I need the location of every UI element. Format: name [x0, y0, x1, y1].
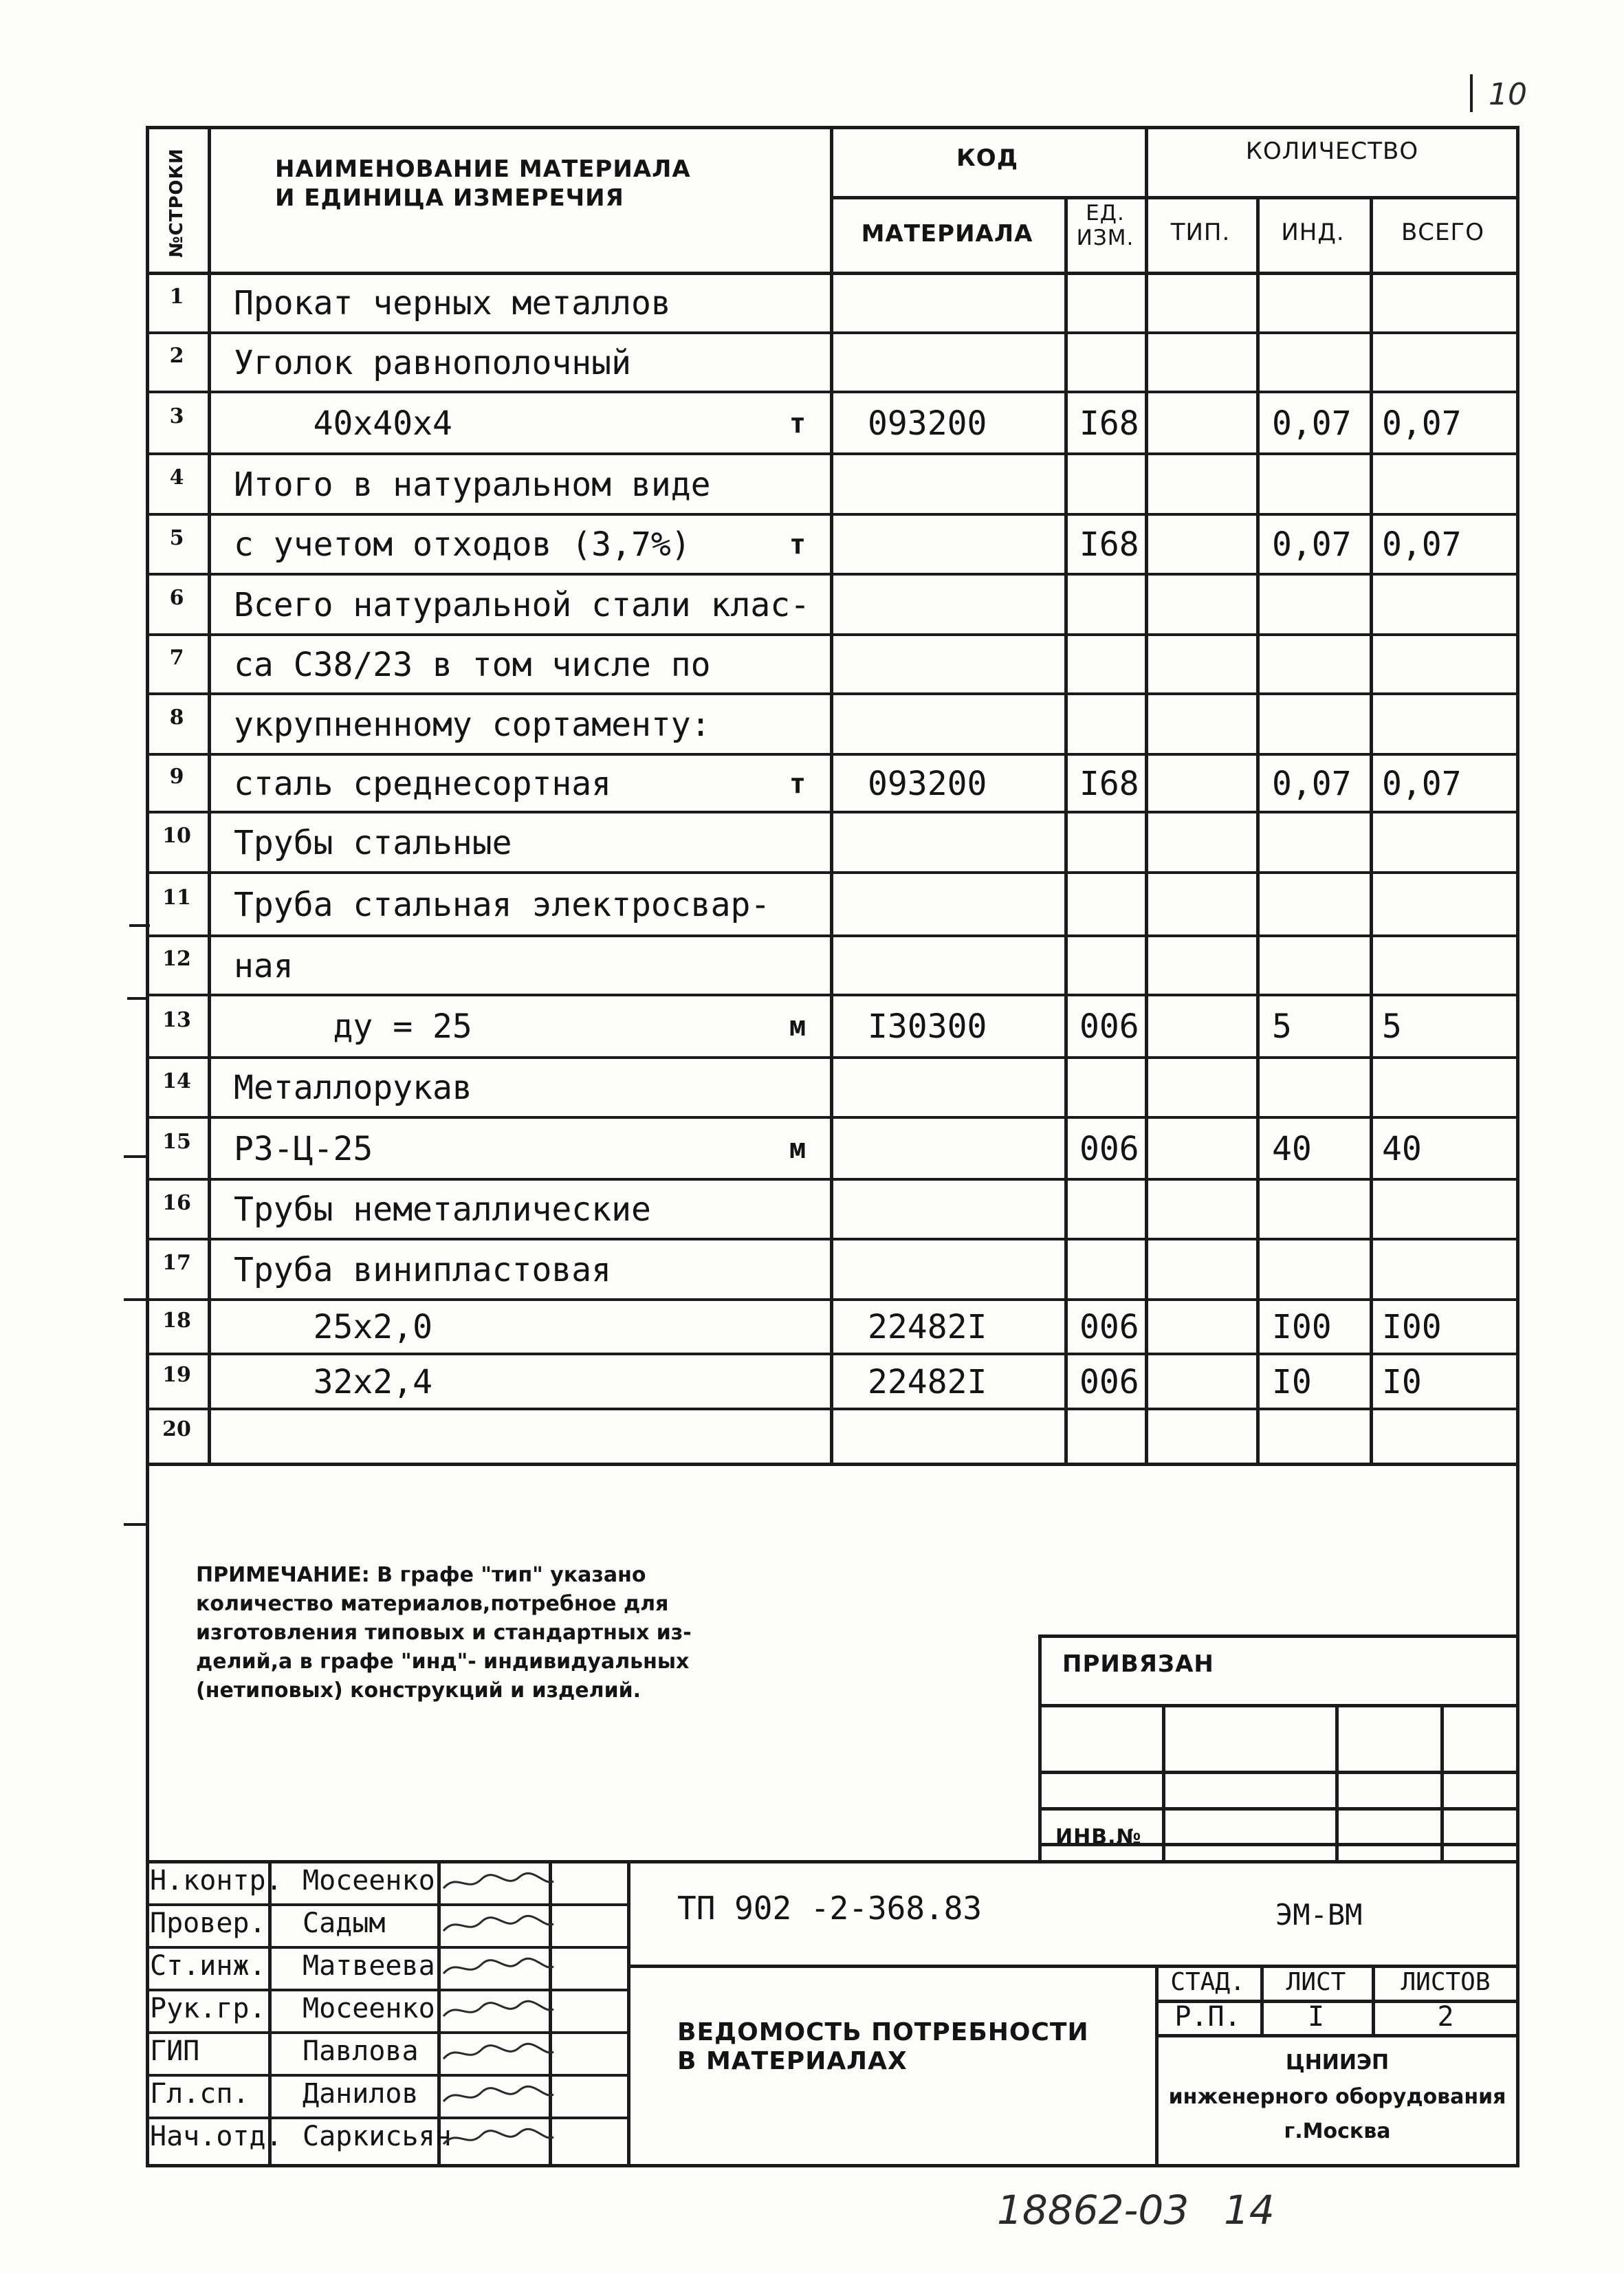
row-number: 18 — [162, 1309, 191, 1333]
material-code: 22482I — [868, 1308, 987, 1346]
material-name: Металлорукав — [234, 1069, 472, 1107]
row-number: 19 — [162, 1363, 191, 1387]
row-unit: т — [789, 529, 806, 560]
stamp-row-divider — [146, 1903, 627, 1906]
doc-code: ТП 902 -2-368.83 — [677, 1890, 983, 1927]
unit-code: 006 — [1079, 1007, 1139, 1046]
col-line-ind — [1370, 196, 1373, 1465]
row-number: 6 — [169, 586, 184, 610]
header-qty-group: КОЛИЧЕСТВО — [1245, 138, 1419, 165]
stamp-role: Рук.гр. — [150, 1993, 266, 2024]
corner-mark-line — [1470, 74, 1473, 112]
header-unit: ЕД. ИЗМ. — [1076, 201, 1134, 250]
stamp-person-name: Павлова — [303, 2035, 419, 2067]
material-name: 32х2,4 — [234, 1363, 432, 1401]
margin-tick — [124, 1523, 148, 1526]
qty-total: 0,07 — [1382, 765, 1462, 803]
privyazan-col-2 — [1335, 1704, 1339, 1861]
row-divider — [146, 934, 1519, 937]
header-rownum: №СТРОКИ — [166, 148, 187, 258]
material-name: Труба винипластовая — [234, 1251, 612, 1289]
header-name: НАИМЕНОВАНИЕ МАТЕРИАЛА И ЕДИНИЦА ИЗМЕРЕЧИЯ — [275, 155, 691, 212]
qty-total: 40 — [1382, 1130, 1422, 1168]
row-number: 1 — [169, 285, 184, 309]
header-total: ВСЕГО — [1401, 219, 1485, 246]
qty-total: I0 — [1382, 1363, 1422, 1401]
stamp-row-divider — [146, 1989, 627, 1991]
material-name: Всего натуральной стали клас- — [234, 586, 811, 624]
row-number: 9 — [169, 765, 184, 789]
section-code: ЭМ-ВМ — [1275, 1898, 1363, 1932]
qty-total: 0,07 — [1382, 525, 1462, 564]
row-number: 10 — [162, 824, 191, 848]
row-unit — [777, 635, 818, 695]
qty-ind: I0 — [1272, 1363, 1312, 1401]
material-name: укрупненному сортаменту: — [234, 706, 711, 744]
row-number: 11 — [162, 886, 191, 910]
stamp-person-name: Данилов — [303, 2078, 419, 2110]
privyazan-left — [1038, 1635, 1042, 1861]
row-number: 20 — [162, 1417, 191, 1441]
col-line-material — [1064, 196, 1068, 1465]
sheets-label: ЛИСТОВ — [1401, 1968, 1491, 1996]
qty-ind: 5 — [1272, 1007, 1292, 1046]
signature-mark — [440, 2125, 557, 2145]
sheets-value: 2 — [1437, 2001, 1454, 2033]
sheet-value: I — [1307, 2001, 1325, 2033]
row-unit: т — [789, 408, 806, 439]
qty-total: 0,07 — [1382, 404, 1462, 443]
material-name: ная — [234, 947, 294, 985]
row-number: 8 — [169, 706, 184, 730]
row-number: 3 — [169, 404, 184, 428]
note-text: ПРИМЕЧАНИЕ: В графе "тип" указано количество материалов,потребное для изготовления типовых и стандартных из- делий,а в графе "инд"- индивидуальных (нетиповых) конструкций и изделий. — [196, 1563, 692, 1703]
privyazan-col-1 — [1162, 1704, 1165, 1861]
row-unit — [777, 1355, 818, 1410]
stamp-role: Ст.инж. — [150, 1950, 266, 1982]
material-name: Трубы неметаллические — [234, 1190, 651, 1229]
material-name: Уголок равнополочный — [234, 344, 631, 382]
stamp-row-divider — [146, 2074, 627, 2077]
material-name: сталь среднесортная — [234, 765, 612, 803]
material-name: Трубы стальные — [234, 824, 512, 862]
row-unit — [777, 1058, 818, 1118]
stage-value: Р.П. — [1174, 2001, 1241, 2033]
col-line-unit — [1145, 126, 1148, 1465]
privyazan-line-2 — [1038, 1771, 1519, 1774]
margin-tick — [129, 924, 150, 927]
header-ind: ИНД. — [1281, 219, 1345, 246]
table-body-bottom — [146, 1463, 1519, 1466]
signature-mark — [440, 2040, 557, 2060]
stamp-bottom — [146, 2164, 1519, 2167]
material-code: I30300 — [868, 1007, 987, 1046]
footer-code: 18862-03 — [997, 2187, 1189, 2233]
row-number: 15 — [162, 1130, 191, 1154]
material-name: 25х2,0 — [234, 1308, 432, 1346]
stamp-role: Нач.отд. — [150, 2121, 283, 2152]
unit-code: 006 — [1079, 1363, 1139, 1401]
row-divider — [146, 1408, 1519, 1410]
col-line-typ — [1256, 196, 1260, 1465]
row-unit — [777, 334, 818, 393]
privyazan-top — [1038, 1635, 1519, 1638]
margin-tick — [124, 1155, 148, 1158]
privyazan-col-3 — [1440, 1704, 1444, 1861]
row-unit — [777, 1300, 818, 1355]
header-code-group: КОД — [956, 144, 1018, 172]
row-unit — [777, 575, 818, 635]
header-material: МАТЕРИАЛА — [861, 220, 1033, 248]
stamp-role: Н.контр. — [150, 1865, 283, 1896]
page-corner-mark: 10 — [1489, 77, 1527, 112]
qty-ind: 40 — [1272, 1130, 1312, 1168]
signature-mark — [440, 1997, 557, 2018]
col-line-name — [830, 126, 833, 1465]
material-name: са С38/23 в том числе по — [234, 646, 711, 684]
material-name: Труба стальная электросвар- — [234, 886, 771, 924]
qty-ind: 0,07 — [1272, 525, 1352, 564]
row-number: 5 — [169, 526, 184, 550]
header-group-divider — [830, 196, 1519, 199]
signature-mark — [440, 1912, 557, 1932]
material-name: 40х40х4 — [234, 404, 452, 443]
row-unit — [777, 937, 818, 996]
qty-total: 5 — [1382, 1007, 1402, 1046]
unit-code: I68 — [1079, 404, 1139, 443]
header-typ: ТИП. — [1170, 219, 1231, 246]
unit-code: 006 — [1079, 1308, 1139, 1346]
qty-total: I00 — [1382, 1308, 1442, 1346]
signature-mark — [440, 1869, 557, 1890]
row-number: 17 — [162, 1251, 191, 1275]
privyazan-title: ПРИВЯЗАН — [1062, 1650, 1214, 1678]
doc-title: ВЕДОМОСТЬ ПОТРЕБНОСТИ В МАТЕРИАЛАХ — [677, 2018, 1089, 2075]
row-unit: т — [789, 768, 806, 800]
row-number: 13 — [162, 1008, 191, 1032]
margin-tick — [124, 1298, 148, 1301]
row-unit — [777, 455, 818, 515]
unit-code: I68 — [1079, 765, 1139, 803]
material-code: 093200 — [868, 404, 987, 443]
row-number: 4 — [169, 466, 184, 490]
row-number: 2 — [169, 344, 184, 368]
row-unit — [777, 873, 818, 937]
privyazan-line-3 — [1038, 1807, 1519, 1811]
stamp-stage-line-2 — [1155, 2034, 1519, 2037]
row-unit — [777, 695, 818, 755]
inv-number-label: ИНВ.№ — [1055, 1825, 1142, 1849]
qty-ind: I00 — [1272, 1308, 1332, 1346]
row-number: 7 — [169, 646, 184, 670]
signature-mark — [440, 1954, 557, 1975]
stage-label: СТАД. — [1170, 1968, 1245, 1996]
sheet-label: ЛИСТ — [1286, 1968, 1346, 1996]
stamp-role: Гл.сп. — [150, 2078, 250, 2110]
stamp-row-divider — [146, 2117, 627, 2119]
row-unit — [777, 274, 818, 334]
row-unit: м — [789, 1011, 806, 1042]
stamp-person-name: Саркисьян — [303, 2121, 452, 2152]
col-line-rownum — [208, 126, 211, 1465]
privyazan-line-1 — [1038, 1704, 1519, 1707]
stamp-person-name: Мосеенко — [303, 1993, 435, 2024]
unit-code: I68 — [1079, 525, 1139, 564]
margin-tick — [127, 997, 148, 1000]
material-name: Итого в натуральном виде — [234, 466, 711, 504]
material-name: с учетом отходов (3,7%) — [234, 525, 691, 564]
signature-mark — [440, 2082, 557, 2103]
stamp-person-name: Матвеева — [303, 1950, 435, 1982]
unit-code: 006 — [1079, 1130, 1139, 1168]
stamp-top — [146, 1860, 1519, 1863]
material-name: ду = 25 — [234, 1007, 472, 1046]
stamp-row-divider — [146, 1946, 627, 1949]
stamp-row-divider — [146, 2031, 627, 2034]
qty-ind: 0,07 — [1272, 404, 1352, 443]
material-code: 093200 — [868, 765, 987, 803]
stamp-col-date — [627, 1860, 630, 2166]
row-number: 12 — [162, 947, 191, 971]
stamp-person-name: Садым — [303, 1907, 386, 1939]
row-unit — [777, 1240, 818, 1300]
material-name: РЗ-Ц-25 — [234, 1130, 373, 1168]
row-unit — [777, 813, 818, 873]
material-code: 22482I — [868, 1363, 987, 1401]
footer-page: 14 — [1224, 2187, 1275, 2233]
material-name: Прокат черных металлов — [234, 284, 671, 322]
qty-ind: 0,07 — [1272, 765, 1352, 803]
stamp-role: ГИП — [150, 2035, 200, 2067]
stamp-person-name: Мосеенко — [303, 1865, 435, 1896]
row-unit: м — [789, 1133, 806, 1165]
organization: ЦНИИЭП инженерного оборудования г.Москва — [1168, 2051, 1506, 2143]
row-number: 14 — [162, 1069, 191, 1093]
row-number: 16 — [162, 1191, 191, 1215]
row-unit — [777, 1180, 818, 1240]
row-unit — [777, 1410, 818, 1463]
stamp-role: Провер. — [150, 1907, 266, 1939]
